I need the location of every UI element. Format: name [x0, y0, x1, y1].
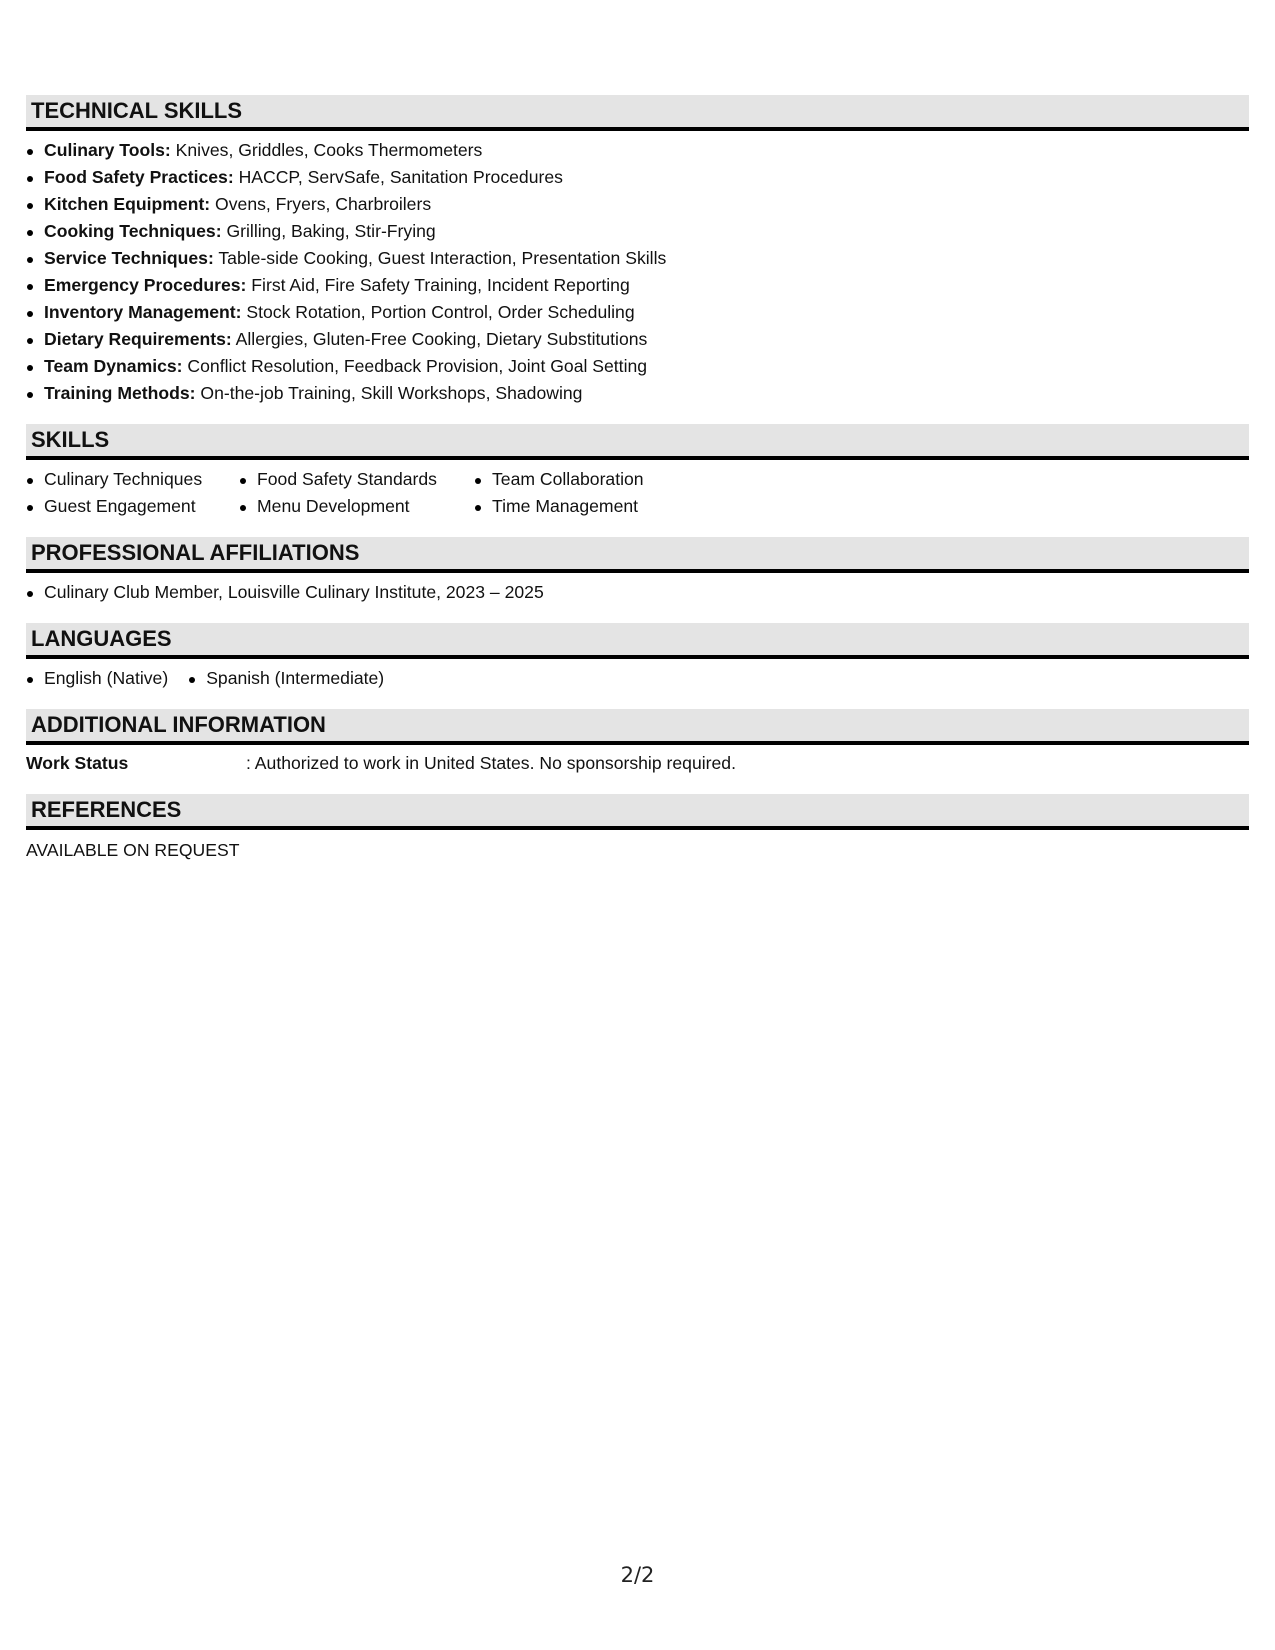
work-status-row — [26, 750, 1249, 777]
page-number: 2/2 — [620, 1563, 655, 1587]
section-spacer — [26, 520, 1249, 537]
list-item — [26, 137, 1249, 164]
list-item: Time Management — [474, 493, 714, 520]
additional-info-heading: ADDITIONAL INFORMATION — [26, 709, 1249, 745]
item-value: Allergies, Gluten-Free Cooking, Dietary Substitutions — [231, 329, 648, 349]
skills-columns — [26, 466, 1249, 520]
list-item: Team Collaboration — [474, 466, 714, 493]
section-spacer — [26, 777, 1249, 794]
list-item: Menu Development — [239, 493, 474, 520]
resume-page — [26, 95, 1249, 864]
item-value: On-the-job Training, Skill Workshops, Shadowing — [195, 383, 583, 403]
item-value: Knives, Griddles, Cooks Thermometers — [170, 140, 483, 160]
list-item: Culinary Club Member, Louisville Culinary Institute, 2023 – 2025 — [26, 579, 1249, 606]
section-spacer — [26, 692, 1249, 709]
list-item — [26, 272, 1249, 299]
list-item — [26, 245, 1249, 272]
language-entry — [26, 665, 168, 692]
item-value: Grilling, Baking, Stir-Frying — [221, 221, 436, 241]
item-value: Stock Rotation, Portion Control, Order Scheduling — [241, 302, 635, 322]
item-value: Conflict Resolution, Feedback Provision, Joint Goal Setting — [182, 356, 648, 376]
list-item: Culinary Techniques — [26, 466, 239, 493]
list-item — [26, 164, 1249, 191]
item-key: Training Methods: — [44, 383, 196, 403]
list-item: English (Native) — [26, 665, 168, 692]
affiliations-list — [26, 579, 1249, 606]
item-key: Emergency Procedures: — [44, 275, 247, 295]
item-key: Food Safety Practices: — [44, 167, 234, 187]
affiliations-heading: PROFESSIONAL AFFILIATIONS — [26, 537, 1249, 573]
item-key: Inventory Management: — [44, 302, 242, 322]
item-value: Ovens, Fryers, Charbroilers — [210, 194, 432, 214]
list-item — [26, 218, 1249, 245]
item-key: Team Dynamics: — [44, 356, 183, 376]
language-entry — [188, 665, 384, 692]
languages-heading: LANGUAGES — [26, 623, 1249, 659]
skills-column-2 — [239, 466, 474, 520]
list-item: Guest Engagement — [26, 493, 239, 520]
item-key: Kitchen Equipment: — [44, 194, 211, 214]
list-item: Food Safety Standards — [239, 466, 474, 493]
item-value: First Aid, Fire Safety Training, Incident Reporting — [246, 275, 630, 295]
references-heading: REFERENCES — [26, 794, 1249, 830]
list-item — [26, 191, 1249, 218]
work-status-label: Work Status — [26, 753, 129, 773]
item-key: Culinary Tools: — [44, 140, 171, 160]
item-key: Dietary Requirements: — [44, 329, 232, 349]
skills-heading: SKILLS — [26, 424, 1249, 460]
section-spacer — [26, 407, 1249, 424]
list-item — [26, 326, 1249, 353]
references-text: AVAILABLE ON REQUEST — [26, 840, 240, 860]
skills-column-3 — [474, 466, 714, 520]
skills-column-1 — [26, 466, 239, 520]
list-item: Spanish (Intermediate) — [188, 665, 384, 692]
languages-row — [26, 665, 1249, 692]
item-value: HACCP, ServSafe, Sanitation Procedures — [233, 167, 563, 187]
item-key: Cooking Techniques: — [44, 221, 222, 241]
work-status-value: : Authorized to work in United States. No sponsorship required. — [246, 753, 736, 773]
item-value: Table-side Cooking, Guest Interaction, Presentation Skills — [213, 248, 667, 268]
list-item — [26, 380, 1249, 407]
item-key: Service Techniques: — [44, 248, 214, 268]
list-item — [26, 353, 1249, 380]
technical-skills-list — [26, 137, 1249, 407]
list-item — [26, 299, 1249, 326]
section-spacer — [26, 606, 1249, 623]
technical-skills-heading: TECHNICAL SKILLS — [26, 95, 1249, 131]
